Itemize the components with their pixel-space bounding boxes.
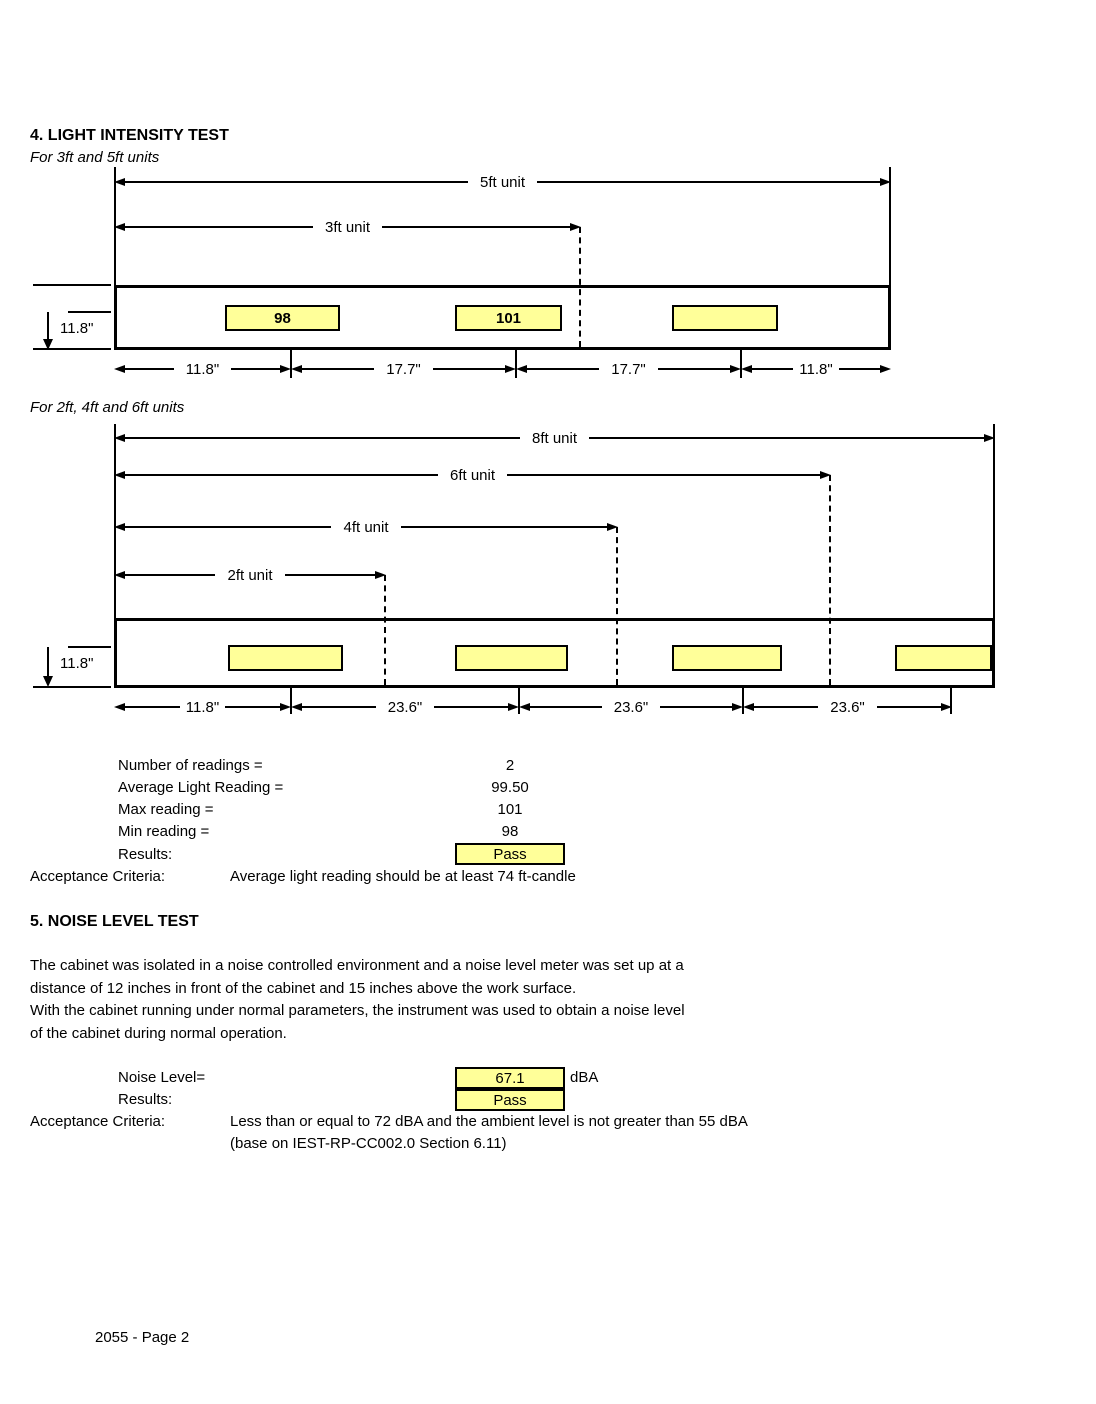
d1-side-dim-bottom-tick <box>33 348 111 350</box>
stat-label-average-light-reading: Average Light Reading = <box>118 779 284 796</box>
section5-paragraph-line-3: With the cabinet running under normal parameters, the instrument was used to obtain a noise level <box>30 1002 685 1019</box>
arrow-line <box>382 226 570 228</box>
section4-title: 4. LIGHT INTENSITY TEST <box>30 127 229 144</box>
d2-span-label-4ft: 4ft unit <box>343 518 389 536</box>
d1-lamp-reading-3 <box>672 305 778 331</box>
section4-subtitle-2-4-6ft: For 2ft, 4ft and 6ft units <box>30 399 185 416</box>
page-footer: 2055 - Page 2 <box>95 1329 190 1346</box>
section4-subtitle-3ft-5ft: For 3ft and 5ft units <box>30 149 160 166</box>
section5-paragraph-line-2: distance of 12 inches in front of the cabinet and 15 inches above the work surface. <box>30 980 577 997</box>
arrow-left-icon <box>741 365 752 373</box>
d2-bottom-dim-1 <box>114 699 291 715</box>
d2-lamp-3 <box>672 645 782 671</box>
d2-span-label-8ft: 8ft unit <box>531 429 578 447</box>
arrow-line <box>231 368 280 370</box>
d2-4ft-boundary-dashed-line <box>616 527 618 685</box>
arrow-right-icon <box>880 365 891 373</box>
d1-side-dim-down-arrow-icon <box>47 312 49 346</box>
noise-results-badge: Pass <box>455 1089 565 1111</box>
arrow-right-icon <box>880 178 891 186</box>
d1-bottom-dim-label-1: 11.8" <box>185 360 220 378</box>
arrow-left-icon <box>114 703 125 711</box>
section5-title: 5. NOISE LEVEL TEST <box>30 913 199 930</box>
arrow-line <box>125 526 331 528</box>
stat-value-min-reading: 98 <box>501 823 519 840</box>
d2-bottom-dim-4 <box>743 699 952 715</box>
light-results-label: Results: <box>118 846 173 863</box>
arrow-right-icon <box>280 365 291 373</box>
arrow-right-icon <box>505 365 516 373</box>
d2-side-dim-down-arrow-icon <box>47 647 49 683</box>
arrow-line <box>302 368 374 370</box>
arrow-line <box>125 574 215 576</box>
arrow-right-icon <box>732 703 743 711</box>
light-acceptance-text: Average light reading should be at least 74 ft-candle <box>230 868 576 885</box>
stat-label-number-of-readings: Number of readings = <box>118 757 263 774</box>
d2-span-arrow-2ft <box>114 567 386 583</box>
d1-3ft-boundary-dashed-line <box>579 227 581 347</box>
d1-bottom-dim-1 <box>114 361 291 377</box>
stat-label-max-reading: Max reading = <box>118 801 214 818</box>
arrow-line <box>285 574 375 576</box>
arrow-line <box>507 474 820 476</box>
d1-bottom-dim-label-2: 17.7" <box>386 360 421 378</box>
d2-side-dim-bottom-tick <box>33 686 111 688</box>
d2-6ft-boundary-dashed-line <box>829 475 831 685</box>
d1-bottom-dim-4 <box>741 361 891 377</box>
noise-acceptance-label: Acceptance Criteria: <box>30 1113 166 1130</box>
light-results-badge: Pass <box>455 843 565 865</box>
d1-bottom-dim-2 <box>291 361 516 377</box>
arrow-line <box>527 368 599 370</box>
arrow-right-icon <box>984 434 995 442</box>
arrow-left-icon <box>114 471 125 479</box>
d2-span-arrow-4ft <box>114 519 618 535</box>
arrow-line <box>225 706 280 708</box>
arrow-line <box>125 437 520 439</box>
arrow-line <box>125 474 438 476</box>
arrow-line <box>658 368 730 370</box>
arrow-left-icon <box>114 223 125 231</box>
arrow-line <box>434 706 508 708</box>
arrow-line <box>839 368 880 370</box>
stat-value-max-reading: 101 <box>497 801 523 818</box>
arrow-left-icon <box>743 703 754 711</box>
d1-bottom-dim-3 <box>516 361 741 377</box>
arrow-left-icon <box>291 703 302 711</box>
stat-value-number-of-readings: 2 <box>505 757 515 774</box>
arrow-line <box>125 181 468 183</box>
d2-bottom-dim-label-2: 23.6" <box>387 698 423 716</box>
d1-lamp-reading-1: 98 <box>225 305 340 331</box>
arrow-right-icon <box>280 703 291 711</box>
d2-side-dim-mid-tick <box>68 646 111 648</box>
d2-bottom-dim-label-1: 11.8" <box>185 698 220 716</box>
d2-2ft-boundary-dashed-line <box>384 575 386 685</box>
arrow-line <box>877 706 941 708</box>
noise-level-value-box: 67.1 <box>455 1067 565 1089</box>
arrow-line <box>530 706 602 708</box>
arrow-right-icon <box>730 365 741 373</box>
d2-side-dim-label: 11.8" <box>60 655 94 672</box>
d2-bottom-dim-2 <box>291 699 519 715</box>
d2-bottom-dim-label-4: 23.6" <box>830 698 865 716</box>
d1-lamp-reading-2: 101 <box>455 305 562 331</box>
arrow-line <box>401 526 607 528</box>
arrow-left-icon <box>519 703 530 711</box>
noise-acceptance-line-1: Less than or equal to 72 dBA and the ambient level is not greater than 55 dBA <box>230 1113 748 1130</box>
d2-span-label-6ft: 6ft unit <box>449 466 496 484</box>
arrow-line <box>302 706 376 708</box>
light-acceptance-label: Acceptance Criteria: <box>30 868 166 885</box>
d2-span-label-2ft: 2ft unit <box>227 566 273 584</box>
arrow-line <box>752 368 793 370</box>
d1-span-label-3ft: 3ft unit <box>324 218 371 236</box>
arrow-line <box>537 181 880 183</box>
arrow-left-icon <box>114 365 125 373</box>
d1-span-label-5ft: 5ft unit <box>479 173 526 191</box>
arrow-line <box>125 368 174 370</box>
d1-bottom-dim-label-4: 11.8" <box>799 360 833 378</box>
d2-span-arrow-8ft <box>114 430 995 446</box>
arrow-line <box>125 706 180 708</box>
arrow-left-icon <box>114 523 125 531</box>
d1-span-arrow-3ft <box>114 219 581 235</box>
d1-side-dim-top-tick <box>33 284 111 286</box>
stat-value-average-light-reading: 99.50 <box>491 779 529 796</box>
arrow-line <box>589 437 984 439</box>
arrow-left-icon <box>114 178 125 186</box>
arrow-line <box>754 706 818 708</box>
noise-level-label: Noise Level= <box>118 1069 206 1086</box>
arrow-line <box>125 226 313 228</box>
arrow-left-icon <box>516 365 527 373</box>
d2-lamp-4 <box>895 645 992 671</box>
d1-span-arrow-5ft <box>114 174 891 190</box>
d1-bottom-dim-label-3: 17.7" <box>611 360 646 378</box>
d1-side-dim-mid-tick <box>68 311 111 313</box>
arrow-left-icon <box>114 571 125 579</box>
noise-level-unit: dBA <box>570 1069 599 1086</box>
arrow-left-icon <box>114 434 125 442</box>
d2-lamp-2 <box>455 645 568 671</box>
d2-bottom-dim-3 <box>519 699 743 715</box>
section5-paragraph-line-4: of the cabinet during normal operation. <box>30 1025 287 1042</box>
d2-bottom-dim-label-3: 23.6" <box>613 698 649 716</box>
stat-label-min-reading: Min reading = <box>118 823 210 840</box>
d1-side-dim-label: 11.8" <box>60 320 94 337</box>
d2-lamp-1 <box>228 645 343 671</box>
arrow-right-icon <box>508 703 519 711</box>
section5-paragraph-line-1: The cabinet was isolated in a noise controlled environment and a noise level meter was set up at a <box>30 957 684 974</box>
arrow-right-icon <box>941 703 952 711</box>
noise-results-label: Results: <box>118 1091 173 1108</box>
noise-acceptance-line-2: (base on IEST-RP-CC002.0 Section 6.11) <box>230 1135 507 1152</box>
d2-span-arrow-6ft <box>114 467 831 483</box>
arrow-line <box>433 368 505 370</box>
arrow-left-icon <box>291 365 302 373</box>
d2-right-extension-line <box>993 424 995 618</box>
arrow-line <box>660 706 732 708</box>
